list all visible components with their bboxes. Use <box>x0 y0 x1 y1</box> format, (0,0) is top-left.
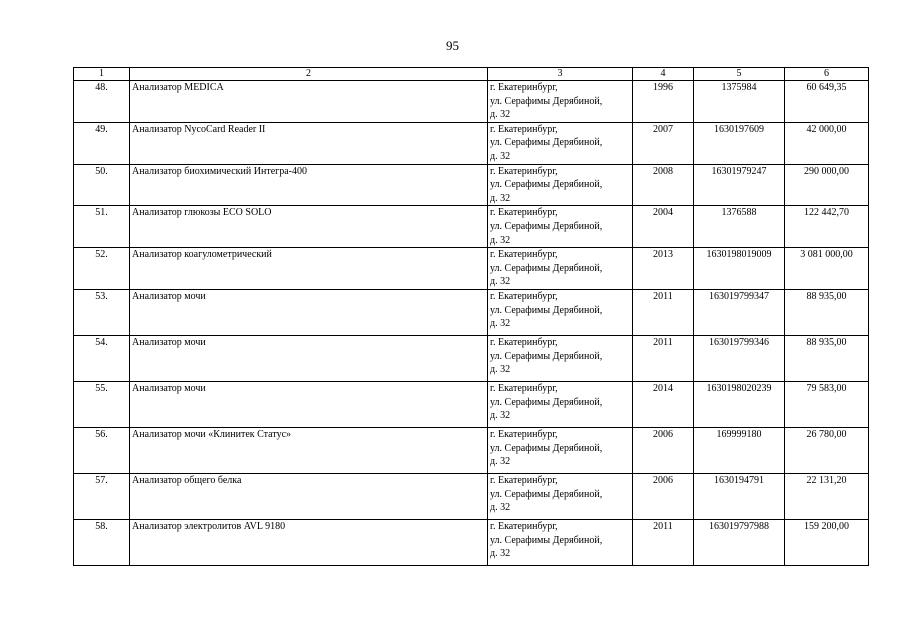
address-building: д. 32 <box>490 548 511 560</box>
row-number: 51. <box>74 206 130 248</box>
item-cost: 88 935,00 <box>785 335 869 381</box>
item-cost: 42 000,00 <box>785 122 869 164</box>
address-city: г. Екатеринбург, <box>490 428 558 440</box>
table-row <box>74 519 869 565</box>
address-building: д. 32 <box>490 234 511 246</box>
item-address <box>488 381 633 427</box>
address-street: ул. Серафимы Дерябиной, <box>490 442 603 454</box>
item-address <box>488 427 633 473</box>
table-row <box>74 81 869 123</box>
address-building: д. 32 <box>490 502 511 514</box>
item-name: Анализатор мочи <box>130 381 488 427</box>
address-city: г. Екатеринбург, <box>490 382 558 394</box>
item-address <box>488 248 633 290</box>
row-number: 55. <box>74 381 130 427</box>
address-city: г. Екатеринбург, <box>490 249 558 261</box>
inventory-number: 1630198019009 <box>694 248 785 290</box>
col-header: 2 <box>130 68 488 81</box>
address-city: г. Екатеринбург, <box>490 82 558 93</box>
item-address <box>488 206 633 248</box>
address-building: д. 32 <box>490 410 511 422</box>
item-cost: 88 935,00 <box>785 289 869 335</box>
inventory-number: 16301979247 <box>694 164 785 206</box>
item-address <box>488 335 633 381</box>
row-number: 53. <box>74 289 130 335</box>
table-row <box>74 122 869 164</box>
col-header: 1 <box>74 68 130 81</box>
item-cost: 3 081 000,00 <box>785 248 869 290</box>
table-row <box>74 427 869 473</box>
table-row <box>74 381 869 427</box>
item-cost: 79 583,00 <box>785 381 869 427</box>
address-building: д. 32 <box>490 150 511 162</box>
address-street: ул. Серафимы Дерябиной, <box>490 179 603 191</box>
inventory-table <box>73 67 869 566</box>
item-name: Анализатор общего белка <box>130 473 488 519</box>
address-city: г. Екатеринбург, <box>490 123 558 135</box>
address-street: ул. Серафимы Дерябиной, <box>490 488 603 500</box>
item-cost: 290 000,00 <box>785 164 869 206</box>
item-name: Анализатор мочи <box>130 335 488 381</box>
address-street: ул. Серафимы Дерябиной, <box>490 396 603 408</box>
address-street: ул. Серафимы Дерябиной, <box>490 220 603 232</box>
address-building: д. 32 <box>490 318 511 330</box>
address-street: ул. Серафимы Дерябиной, <box>490 137 603 149</box>
row-number: 50. <box>74 164 130 206</box>
item-year: 2006 <box>633 427 694 473</box>
item-year: 2011 <box>633 519 694 565</box>
row-number: 56. <box>74 427 130 473</box>
item-address <box>488 122 633 164</box>
table-row <box>74 164 869 206</box>
address-building: д. 32 <box>490 192 511 204</box>
address-city: г. Екатеринбург, <box>490 520 558 532</box>
col-header: 4 <box>633 68 694 81</box>
item-address <box>488 519 633 565</box>
item-address <box>488 289 633 335</box>
table-row <box>74 335 869 381</box>
item-name: Анализатор глюкозы ECO SOLO <box>130 206 488 248</box>
table-row <box>74 289 869 335</box>
inventory-number: 1630194791 <box>694 473 785 519</box>
row-number: 54. <box>74 335 130 381</box>
address-city: г. Екатеринбург, <box>490 207 558 219</box>
item-cost: 60 649,35 <box>785 81 869 123</box>
table-row <box>74 248 869 290</box>
inventory-number: 163019799346 <box>694 335 785 381</box>
item-cost: 159 200,00 <box>785 519 869 565</box>
item-year: 2014 <box>633 381 694 427</box>
inventory-number: 1630198020239 <box>694 381 785 427</box>
item-address <box>488 473 633 519</box>
item-cost: 22 131,20 <box>785 473 869 519</box>
address-city: г. Екатеринбург, <box>490 474 558 486</box>
inventory-number: 169999180 <box>694 427 785 473</box>
row-number: 57. <box>74 473 130 519</box>
address-street: ул. Серафимы Дерябиной, <box>490 95 603 107</box>
item-year: 2011 <box>633 335 694 381</box>
inventory-number: 1376588 <box>694 206 785 248</box>
item-year: 2007 <box>633 122 694 164</box>
address-building: д. 32 <box>490 109 511 121</box>
row-number: 48. <box>74 81 130 123</box>
header-row <box>74 68 869 81</box>
col-header: 6 <box>785 68 869 81</box>
item-name: Анализатор мочи <box>130 289 488 335</box>
address-street: ул. Серафимы Дерябиной, <box>490 350 603 362</box>
item-year: 2008 <box>633 164 694 206</box>
table-row <box>74 206 869 248</box>
address-street: ул. Серафимы Дерябиной, <box>490 262 603 274</box>
item-year: 2011 <box>633 289 694 335</box>
address-building: д. 32 <box>490 364 511 376</box>
item-cost: 26 780,00 <box>785 427 869 473</box>
item-year: 2006 <box>633 473 694 519</box>
inventory-number: 163019799347 <box>694 289 785 335</box>
item-address <box>488 81 633 123</box>
item-year: 2004 <box>633 206 694 248</box>
address-city: г. Екатеринбург, <box>490 336 558 348</box>
row-number: 58. <box>74 519 130 565</box>
inventory-number: 163019797988 <box>694 519 785 565</box>
address-building: д. 32 <box>490 276 511 288</box>
inventory-number: 1630197609 <box>694 122 785 164</box>
table-row <box>74 473 869 519</box>
page-number: 95 <box>446 38 459 53</box>
inventory-number: 1375984 <box>694 81 785 123</box>
item-name: Анализатор биохимический Интегра-400 <box>130 164 488 206</box>
col-header: 5 <box>694 68 785 81</box>
item-name: Анализатор MEDICA <box>130 81 488 123</box>
row-number: 52. <box>74 248 130 290</box>
item-year: 1996 <box>633 81 694 123</box>
item-name: Анализатор коагулометрический <box>130 248 488 290</box>
item-cost: 122 442,70 <box>785 206 869 248</box>
row-number: 49. <box>74 122 130 164</box>
item-name: Анализатор мочи «Клинитек Статус» <box>130 427 488 473</box>
col-header: 3 <box>488 68 633 81</box>
address-building: д. 32 <box>490 456 511 468</box>
address-city: г. Екатеринбург, <box>490 165 558 177</box>
item-name: Анализатор NycoCard Reader II <box>130 122 488 164</box>
item-name: Анализатор электролитов AVL 9180 <box>130 519 488 565</box>
address-street: ул. Серафимы Дерябиной, <box>490 304 603 316</box>
address-city: г. Екатеринбург, <box>490 290 558 302</box>
item-address <box>488 164 633 206</box>
item-year: 2013 <box>633 248 694 290</box>
address-street: ул. Серафимы Дерябиной, <box>490 534 603 546</box>
